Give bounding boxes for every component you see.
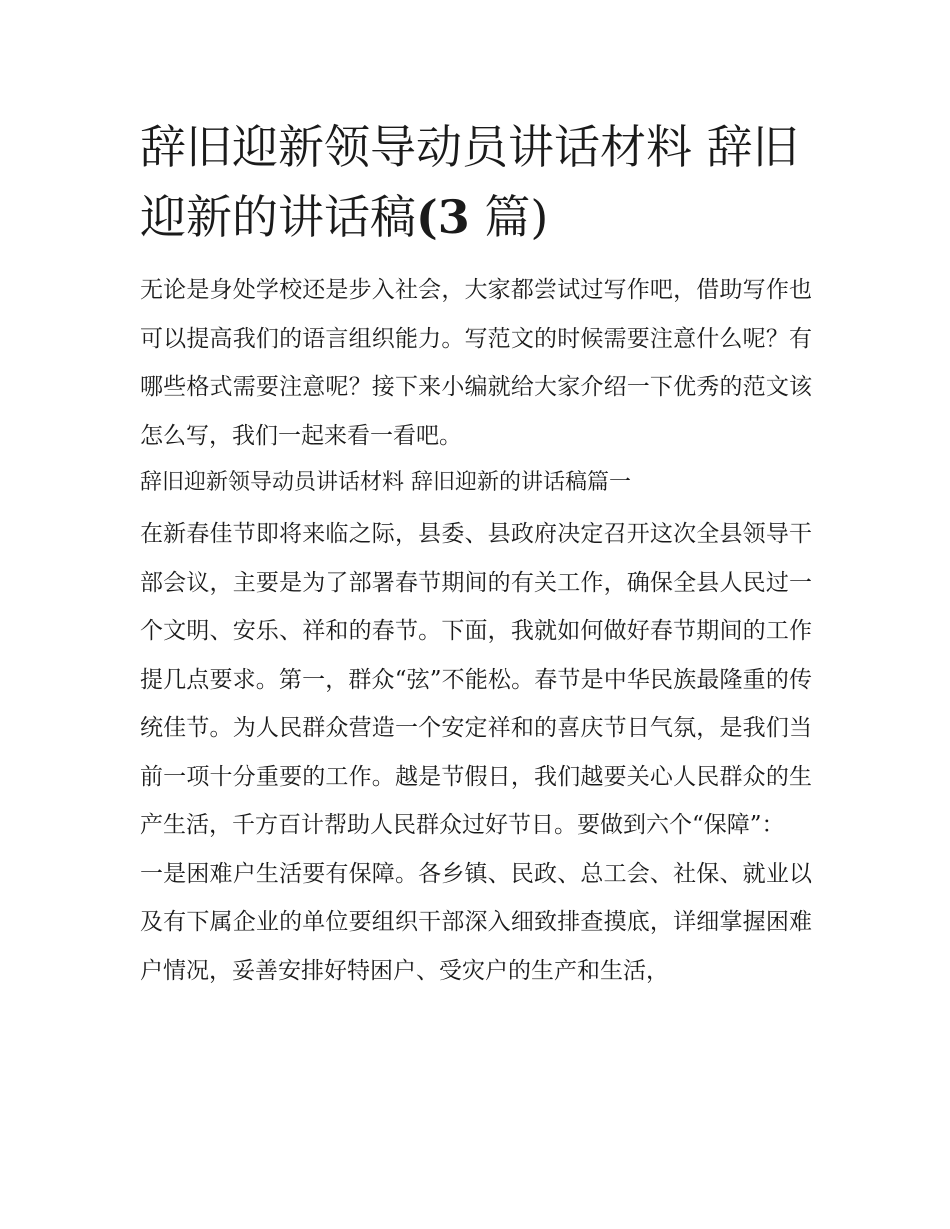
document-page bbox=[140, 112, 812, 995]
intro-paragraph: 无论是身处学校还是步入社会，大家都尝试过写作吧，借助写作也可以提高我们的语言组织能力。写范文的时候需要注意什么呢？有哪些格式需要注意呢？接下来小编就给大家介绍一下优秀的范文该怎么写，我们一起来看一看吧。 bbox=[140, 277, 812, 449]
section-heading: 辞旧迎新领导动员讲话材料 辞旧迎新的讲话稿篇一 bbox=[140, 470, 631, 495]
title-text: 辞旧迎新领导动员讲话材料 辞旧迎新的讲话稿 bbox=[140, 120, 799, 244]
document-title bbox=[140, 112, 812, 252]
title-count: (3 bbox=[416, 190, 470, 244]
body-paragraph-2: 一是困难户生活要有保障。各乡镇、民政、总工会、社保、就业以及有下属企业的单位要组织干部深入细致排查摸底，详细掌握困难户情况，妥善安排好特困户、受灾户的生产和生活， bbox=[140, 860, 812, 984]
title-suffix: 篇) bbox=[469, 190, 549, 244]
body-paragraph-1: 在新春佳节即将来临之际，县委、县政府决定召开这次全县领导干部会议，主要是为了部署春节期间的有关工作，确保全县人民过一个文明、安乐、祥和的春节。下面，我就如何做好春节期间的工作提几点要求。第一，群众“弦”不能松。春节是中华民族最隆重的传统佳节。为人民群众营造一个安定祥和的喜庆节日气氛，是我们当前一项十分重要的工作。越是节假日，我们越要关心人民群众的生产生活，千方百计帮助人民群众过好节日。要做到六个“保障”： bbox=[140, 521, 812, 838]
